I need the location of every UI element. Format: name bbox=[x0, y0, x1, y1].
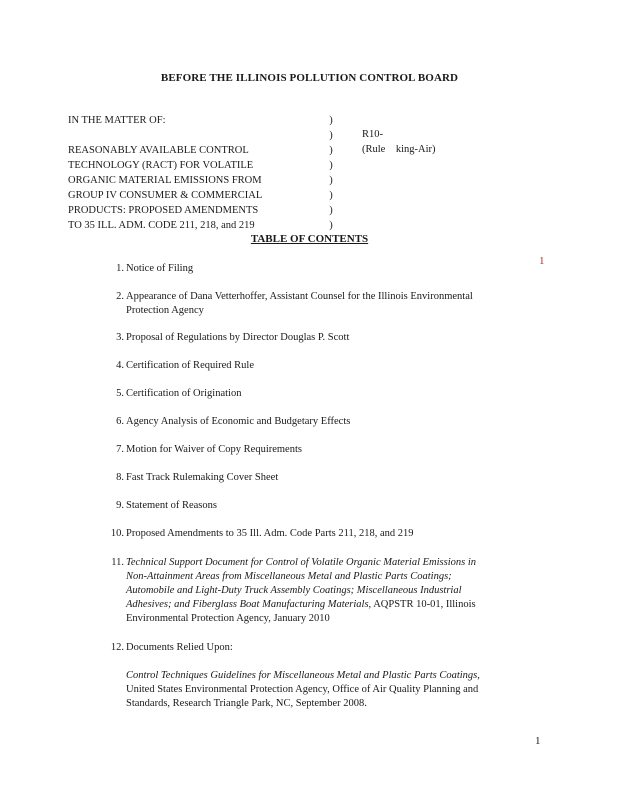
caption-line: REASONABLY AVAILABLE CONTROL bbox=[68, 145, 249, 156]
toc-item-number: 11. bbox=[111, 557, 124, 568]
toc-item-number: 8. bbox=[116, 472, 124, 483]
toc-item bbox=[102, 290, 542, 318]
paren: ) bbox=[329, 205, 333, 216]
toc-item-text: Documents Relied Upon: bbox=[126, 642, 233, 653]
toc-item-number: 2. bbox=[116, 291, 124, 302]
paren: ) bbox=[329, 220, 333, 231]
document-title: BEFORE THE ILLINOIS POLLUTION CONTROL BOARD bbox=[160, 72, 459, 84]
reference-text: United States Environmental Protection Agency, Office of Air Quality Planning and bbox=[126, 684, 479, 695]
docket-info bbox=[362, 127, 436, 157]
toc-item-text: Environmental Protection Agency, January 2010 bbox=[126, 613, 330, 624]
paren: ) bbox=[329, 175, 333, 186]
reference-title: Control Techniques Guidelines for Miscellaneous Metal and Plastic Parts Coatings, bbox=[126, 670, 480, 681]
toc-item bbox=[102, 443, 542, 457]
toc-item-text: Proposal of Regulations by Director Douglas P. Scott bbox=[126, 332, 350, 343]
toc-item-text: Automobile and Light-Duty Truck Assembly Coatings; Miscellaneous Industrial bbox=[126, 585, 462, 596]
toc-item-text: Motion for Waiver of Copy Requirements bbox=[126, 444, 302, 455]
toc-item-text: Certification of Origination bbox=[126, 388, 242, 399]
paren: ) bbox=[329, 160, 333, 171]
docket-type: (Rule king-Air) bbox=[362, 144, 436, 155]
margin-mark: 1 bbox=[539, 255, 545, 267]
toc-item bbox=[102, 387, 542, 401]
toc-item bbox=[102, 262, 542, 276]
caption-line: PRODUCTS: PROPOSED AMENDMENTS bbox=[68, 205, 259, 216]
toc-item bbox=[102, 527, 542, 541]
toc-item-text: AQPSTR 10-01, Illinois bbox=[371, 599, 476, 610]
caption-line: GROUP IV CONSUMER & COMMERCIAL bbox=[68, 190, 263, 201]
toc-item-number: 9. bbox=[116, 500, 124, 511]
caption-line bbox=[68, 128, 338, 143]
caption-line: IN THE MATTER OF: bbox=[68, 115, 166, 126]
toc-item-text: Protection Agency bbox=[126, 305, 204, 316]
toc-item-number: 7. bbox=[116, 444, 124, 455]
toc-item bbox=[102, 415, 542, 429]
reference-text: Standards, Research Triangle Park, NC, September 2008. bbox=[126, 698, 367, 709]
toc-item-number: 10. bbox=[110, 528, 124, 539]
paren: ) bbox=[329, 130, 333, 141]
toc-item bbox=[102, 331, 542, 345]
toc-item bbox=[102, 471, 542, 485]
toc-item-number: 6. bbox=[116, 416, 124, 427]
caption-parentheses bbox=[326, 113, 336, 233]
caption-line: TO 35 ILL. ADM. CODE 211, 218, and 219 bbox=[68, 220, 255, 231]
paren: ) bbox=[329, 190, 333, 201]
toc-item-text: Proposed Amendments to 35 Ill. Adm. Code Parts 211, 218, and 219 bbox=[126, 528, 414, 539]
toc-item bbox=[102, 556, 542, 626]
docket-number: R10- bbox=[362, 129, 383, 140]
toc-item-text: Agency Analysis of Economic and Budgetary Effects bbox=[126, 416, 351, 427]
toc-item bbox=[102, 499, 542, 513]
toc-item-text: Appearance of Dana Vetterhoffer, Assistant Counsel for the Illinois Environmental bbox=[126, 291, 473, 302]
toc-item bbox=[102, 641, 542, 655]
toc-item bbox=[102, 359, 542, 373]
toc-item-text: Notice of Filing bbox=[126, 263, 194, 274]
toc-item-text: Statement of Reasons bbox=[126, 500, 217, 511]
paren: ) bbox=[329, 145, 333, 156]
toc-item-text: Technical Support Document for Control of Volatile Organic Material Emissions in bbox=[126, 557, 476, 568]
toc-item-text: Non-Attainment Areas from Miscellaneous Metal and Plastic Parts Coatings; bbox=[126, 571, 452, 582]
relied-upon-document bbox=[126, 669, 546, 711]
caption-line: ORGANIC MATERIAL EMISSIONS FROM bbox=[68, 175, 262, 186]
toc-item-text: Fast Track Rulemaking Cover Sheet bbox=[126, 472, 279, 483]
toc-item-number: 12. bbox=[110, 642, 124, 653]
toc-item-number: 1. bbox=[116, 263, 124, 274]
toc-item-number: 3. bbox=[116, 332, 124, 343]
toc-item-number: 5. bbox=[116, 388, 124, 399]
page-number: 1 bbox=[535, 735, 541, 747]
toc-item-number: 4. bbox=[116, 360, 124, 371]
toc-title: TABLE OF CONTENTS bbox=[250, 233, 369, 245]
case-caption bbox=[68, 113, 338, 233]
paren: ) bbox=[329, 115, 333, 126]
toc-item-text: Adhesives; and Fiberglass Boat Manufacturing Materials, bbox=[126, 599, 372, 610]
toc-item-text: Certification of Required Rule bbox=[126, 360, 255, 371]
caption-line: TECHNOLOGY (RACT) FOR VOLATILE bbox=[68, 160, 254, 171]
